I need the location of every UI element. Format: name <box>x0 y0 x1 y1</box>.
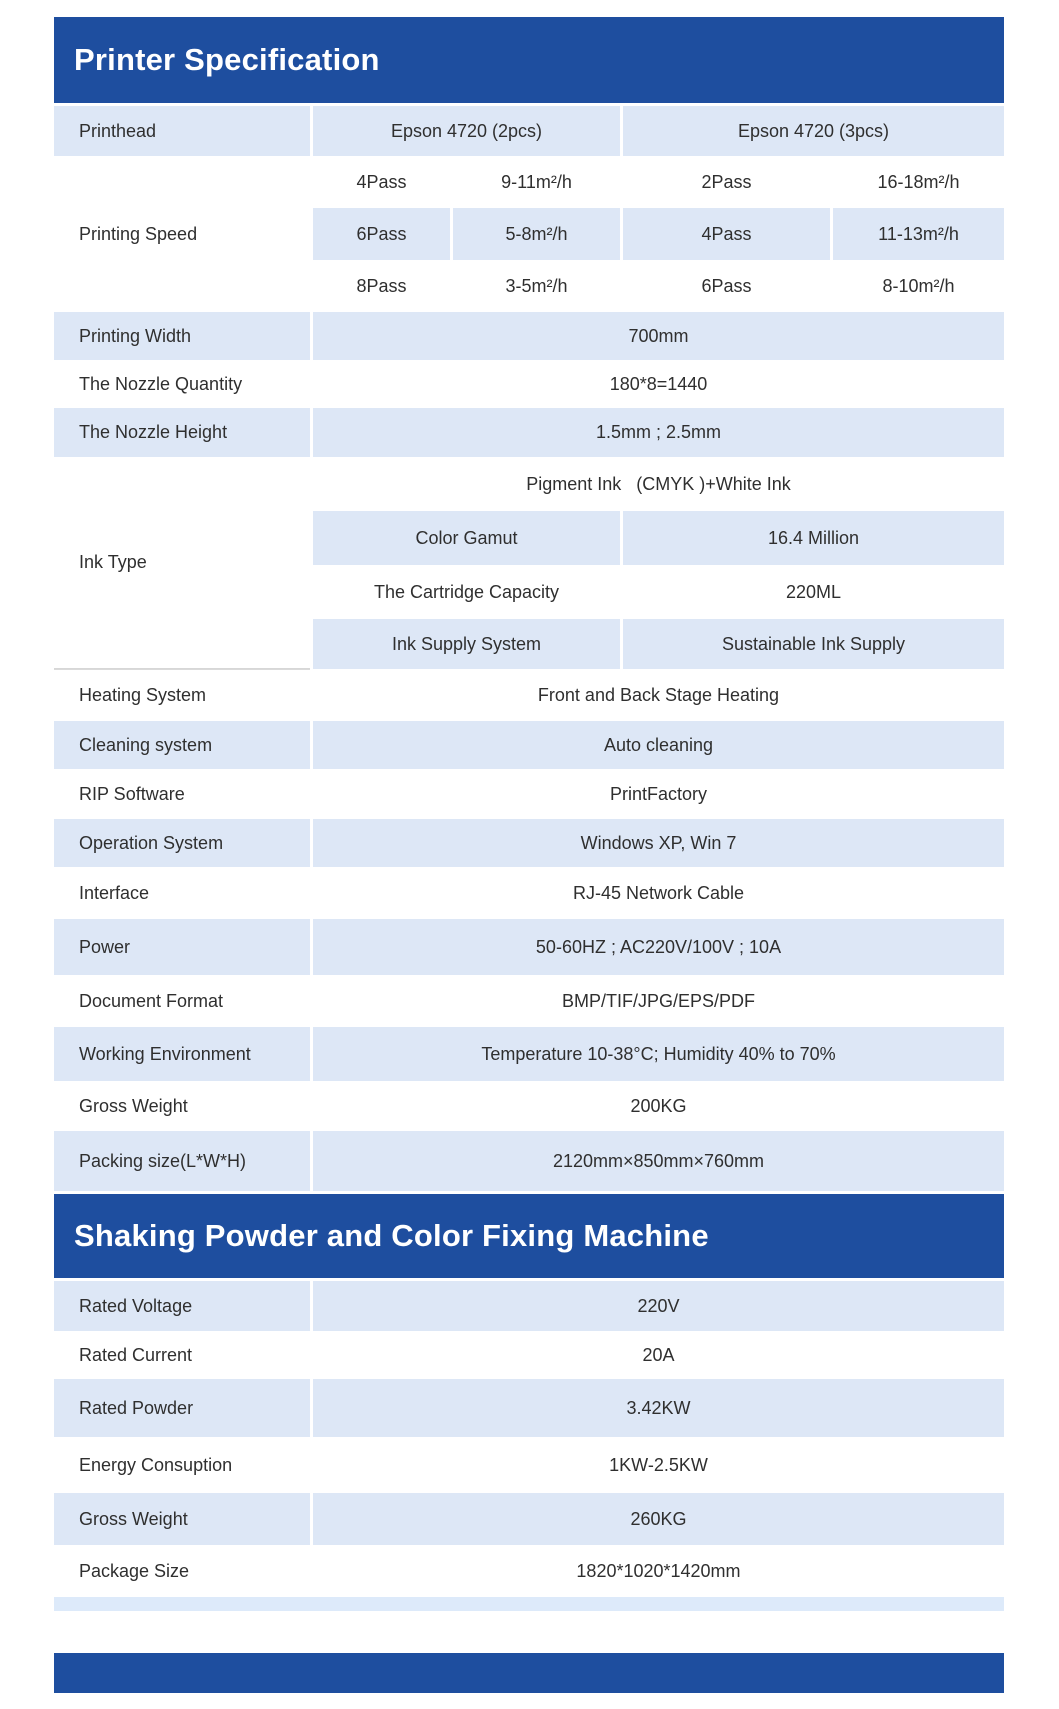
row-label: Gross Weight <box>79 1508 188 1529</box>
row-gross-weight-2 <box>54 1493 1004 1545</box>
row-cleaning-system <box>54 721 1004 769</box>
row-value: Windows XP, Win 7 <box>310 819 1004 867</box>
row-label: Gross Weight <box>79 1095 188 1116</box>
row-document-format <box>54 975 1004 1027</box>
speed-cell: 8-10m²/h <box>830 260 1004 312</box>
ink-headline: Pigment Ink (CMYK )+White Ink <box>310 457 1004 511</box>
row-value: 20A <box>310 1331 1004 1379</box>
row-heating-system <box>54 669 1004 721</box>
ink-prop: Ink Supply System <box>310 619 620 669</box>
row-value: 700mm <box>310 312 1004 360</box>
printhead-col2: Epson 4720 (3pcs) <box>620 106 1004 156</box>
speed-cell: 11-13m²/h <box>830 208 1004 260</box>
ink-value: 16.4 Million <box>620 511 1004 565</box>
row-nozzle-quantity <box>54 360 1004 408</box>
row-operation-system <box>54 819 1004 867</box>
whitespace-gap <box>54 1611 1004 1653</box>
row-value: Auto cleaning <box>310 721 1004 769</box>
section-header-printer <box>54 17 1004 103</box>
ink-type-rows <box>310 457 1004 669</box>
row-value: 1820*1020*1420mm <box>310 1545 1004 1597</box>
row-value: 180*8=1440 <box>310 360 1004 408</box>
pass-cell: 2Pass <box>620 156 830 208</box>
row-label: RIP Software <box>79 783 185 804</box>
row-label: Cleaning system <box>79 734 213 755</box>
row-label: The Nozzle Quantity <box>79 373 243 394</box>
speed-cell: 3-5m²/h <box>450 260 620 312</box>
row-power <box>54 919 1004 975</box>
printhead-col1: Epson 4720 (2pcs) <box>310 106 620 156</box>
cropped-section-header-bar <box>54 1653 1004 1693</box>
row-label: The Nozzle Height <box>79 422 228 442</box>
row-value: Front and Back Stage Heating <box>310 669 1004 721</box>
section-title-shaker: Shaking Powder and Color Fixing Machine <box>74 1218 709 1253</box>
ink-row <box>310 457 1004 511</box>
pass-cell: 4Pass <box>620 208 830 260</box>
speed-row <box>310 208 1004 260</box>
ink-value: Sustainable Ink Supply <box>620 619 1004 669</box>
row-label: Heating System <box>79 684 207 705</box>
pass-cell: 4Pass <box>310 156 450 208</box>
row-working-environment <box>54 1027 1004 1081</box>
row-label: Document Format <box>79 990 224 1011</box>
row-value: RJ-45 Network Cable <box>310 867 1004 919</box>
ink-row <box>310 511 1004 565</box>
ink-prop: Color Gamut <box>310 511 620 565</box>
row-label: Rated Powder <box>79 1397 194 1418</box>
row-label: Rated Voltage <box>79 1295 193 1316</box>
row-label: Power <box>79 936 131 957</box>
section-header-shaker <box>54 1194 1004 1278</box>
row-label: Printing Speed <box>54 156 310 312</box>
row-gross-weight <box>54 1081 1004 1131</box>
row-value: Temperature 10-38°C; Humidity 40% to 70% <box>310 1027 1004 1081</box>
row-printhead <box>54 106 1004 156</box>
row-rated-voltage <box>54 1281 1004 1331</box>
row-label: Energy Consuption <box>79 1454 233 1475</box>
row-package-size <box>54 1545 1004 1597</box>
pass-cell: 6Pass <box>310 208 450 260</box>
row-interface <box>54 867 1004 919</box>
ink-type-group <box>54 457 1004 669</box>
section-title-printer: Printer Specification <box>74 42 380 77</box>
row-value: BMP/TIF/JPG/EPS/PDF <box>310 975 1004 1027</box>
row-nozzle-height <box>54 408 1004 457</box>
row-label: Printing Width <box>79 325 192 346</box>
row-value: 200KG <box>310 1081 1004 1131</box>
row-label: Operation System <box>79 832 224 853</box>
row-value: 1KW-2.5KW <box>310 1437 1004 1493</box>
row-label: Ink Type <box>54 457 310 669</box>
speed-row <box>310 260 1004 312</box>
speed-cell: 9-11m²/h <box>450 156 620 208</box>
row-value: PrintFactory <box>310 769 1004 819</box>
row-rip-software <box>54 769 1004 819</box>
spec-sheet <box>54 17 1004 1693</box>
ink-value: 220ML <box>620 565 1004 619</box>
pass-cell: 6Pass <box>620 260 830 312</box>
row-value: 260KG <box>310 1493 1004 1545</box>
pass-cell: 8Pass <box>310 260 450 312</box>
printing-speed-rows <box>310 156 1004 312</box>
row-label: Packing size(L*W*H) <box>79 1150 247 1171</box>
row-label: Package Size <box>79 1560 190 1581</box>
ink-row <box>310 565 1004 619</box>
printing-speed-group <box>54 156 1004 312</box>
row-value: 1.5mm ; 2.5mm <box>310 408 1004 457</box>
row-label: Printhead <box>79 120 157 141</box>
ink-row <box>310 619 1004 669</box>
row-value: 3.42KW <box>310 1379 1004 1437</box>
speed-cell: 16-18m²/h <box>830 156 1004 208</box>
row-label: Working Environment <box>79 1043 251 1064</box>
row-value: 2120mm×850mm×760mm <box>310 1131 1004 1191</box>
row-value: 220V <box>310 1281 1004 1331</box>
row-value: 50-60HZ ; AC220V/100V ; 10A <box>310 919 1004 975</box>
speed-cell: 5-8m²/h <box>450 208 620 260</box>
table-footer-strip <box>54 1597 1004 1611</box>
row-energy-consuption <box>54 1437 1004 1493</box>
row-label: Interface <box>79 882 150 903</box>
row-rated-current <box>54 1331 1004 1379</box>
speed-row <box>310 156 1004 208</box>
row-label: Rated Current <box>79 1344 193 1365</box>
ink-prop: The Cartridge Capacity <box>310 565 620 619</box>
row-printing-width <box>54 312 1004 360</box>
row-packing-size <box>54 1131 1004 1191</box>
row-rated-powder <box>54 1379 1004 1437</box>
